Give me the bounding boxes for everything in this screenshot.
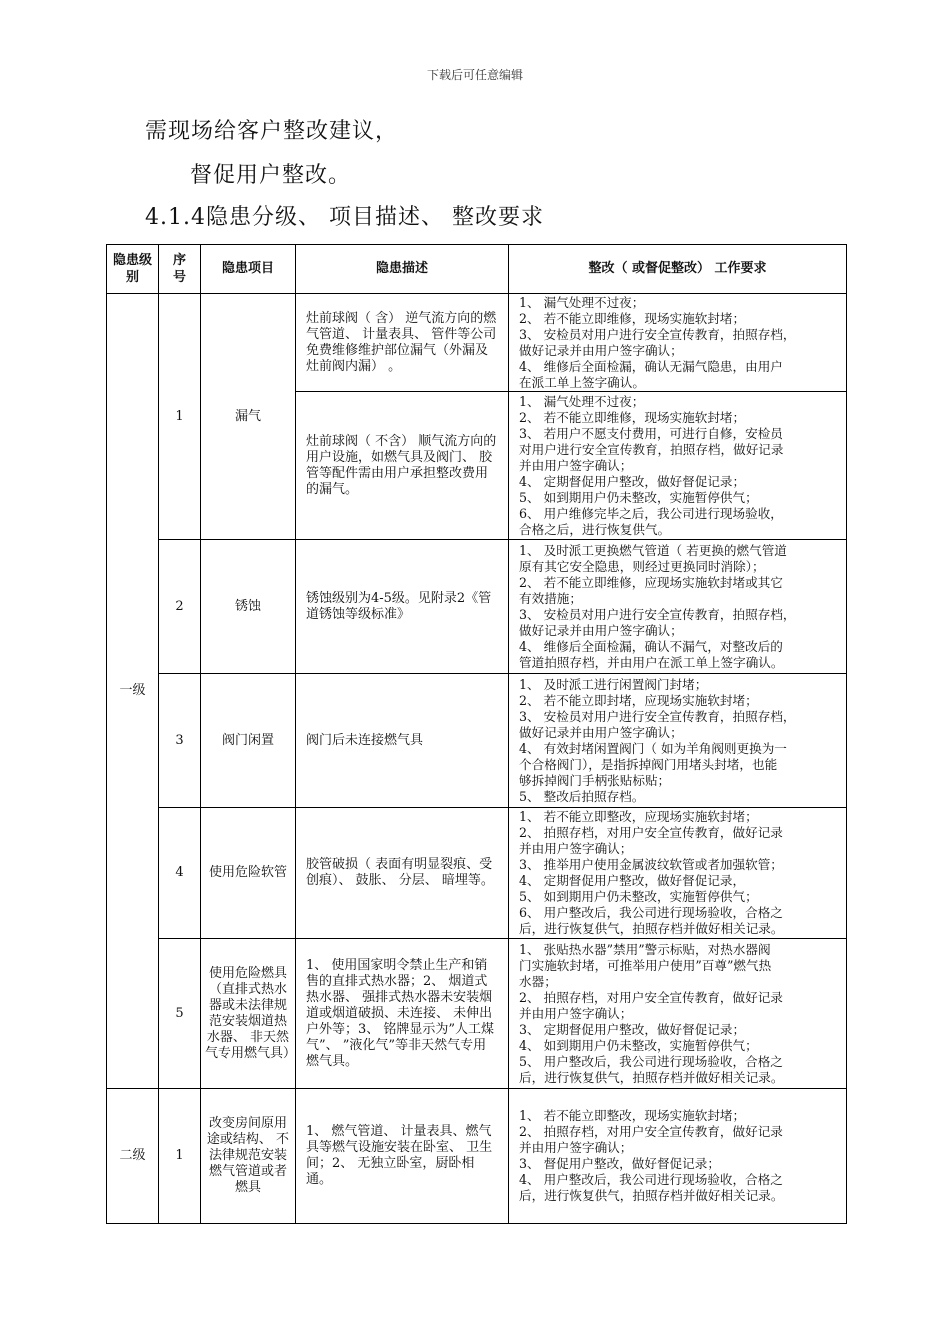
seq-cell: 5 bbox=[159, 939, 201, 1089]
req-line: 做好记录并由用户签字确认； bbox=[519, 342, 683, 358]
table-row bbox=[107, 674, 847, 808]
req-line: 3、 推举用户使用金属波纹软管或者加强软管； bbox=[519, 857, 783, 872]
req-line: 原有其它安全隐患，则经过更换同时消除）； bbox=[519, 558, 765, 574]
req-line: 2、 拍照存档，对用户安全宣传教育，做好记录 bbox=[519, 1124, 783, 1139]
req-line: 3、 安检员对用户进行安全宣传教育，拍照存档， bbox=[519, 606, 796, 622]
table-row bbox=[107, 294, 847, 392]
req-cell bbox=[509, 1089, 847, 1224]
header-seq: 序号 bbox=[159, 245, 201, 294]
req-line: 4、 维修后全面检漏，确认无漏气隐患，由用户 bbox=[519, 358, 783, 374]
desc-cell: 灶前球阀（ 不含） 顺气流方向的用户设施，如燃气具及阀门、 胶管等配件需由用户承担整改费用的漏气。 bbox=[296, 392, 509, 540]
req-line: 1、 漏气处理不过夜； bbox=[519, 393, 645, 409]
req-line: 够拆掉阀门手柄张贴标贴； bbox=[519, 772, 671, 788]
req-line: 1、 及时派工进行闲置阀门封堵； bbox=[519, 676, 708, 692]
req-line: 4、 有效封堵闲置阀门（ 如为羊角阀则更换为一 bbox=[519, 740, 787, 756]
req-line: 4、 用户整改后，我公司进行现场验收，合格之 bbox=[519, 1172, 783, 1187]
req-line: 并由用户签字确认； bbox=[519, 1140, 633, 1155]
req-line: 5、 整改后拍照存档。 bbox=[519, 788, 645, 804]
section-heading: 4.1.4隐患分级、 项目描述、 整改要求 bbox=[145, 205, 544, 230]
table-header-row bbox=[107, 245, 847, 294]
req-line: 有效措施； bbox=[519, 590, 582, 606]
req-line: 2、 若不能立即维修，现场实施软封堵； bbox=[519, 310, 746, 326]
req-line: 并由用户签字确认； bbox=[519, 1005, 633, 1021]
desc-cell: 锈蚀级别为4-5级。见附录2《管道锈蚀等级标准》 bbox=[296, 540, 509, 674]
item-cell: 改变房间原用途或结构、 不法律规范安装燃气管道或者燃具 bbox=[201, 1089, 296, 1224]
req-cell bbox=[509, 540, 847, 674]
req-line: 1、 及时派工更换燃气管道（ 若更换的燃气管道 bbox=[519, 542, 787, 558]
page-header: 下载后可任意编辑 bbox=[426, 68, 523, 82]
header-item: 隐患项目 bbox=[201, 245, 296, 294]
req-line: 在派工单上签字确认。 bbox=[519, 374, 645, 390]
hazard-table bbox=[106, 244, 847, 1224]
req-line: 2、 若不能立即维修，现场实施软封堵； bbox=[519, 409, 746, 425]
level-cell-2: 二级 bbox=[107, 1089, 159, 1224]
req-line: 5、 用户整改后，我公司进行现场验收，合格之 bbox=[519, 1053, 783, 1069]
table-row bbox=[107, 808, 847, 939]
header-req: 整改（ 或督促整改） 工作要求 bbox=[509, 245, 847, 294]
req-line: 5、 如到期用户仍未整改，实施暂停供气； bbox=[519, 489, 758, 505]
req-line: 1、 张贴热水器”禁用”警示标贴，对热水器阀 bbox=[519, 941, 771, 957]
req-line: 3、 安检员对用户进行安全宣传教育，拍照存档， bbox=[519, 326, 796, 342]
seq-cell: 1 bbox=[159, 1089, 201, 1224]
req-cell bbox=[509, 939, 847, 1089]
req-line: 2、 拍照存档，对用户安全宣传教育，做好记录 bbox=[519, 989, 783, 1005]
item-cell: 漏气 bbox=[201, 294, 296, 540]
item-cell: 阀门闲置 bbox=[201, 674, 296, 808]
req-cell bbox=[509, 392, 847, 540]
header-desc: 隐患描述 bbox=[296, 245, 509, 294]
req-cell bbox=[509, 808, 847, 939]
req-line: 1、 若不能立即整改，现场实施软封堵； bbox=[519, 1108, 746, 1123]
item-cell: 锈蚀 bbox=[201, 540, 296, 674]
item-cell: 使用危险软管 bbox=[201, 808, 296, 939]
req-line: 4、 如到期用户仍未整改，实施暂停供气； bbox=[519, 1037, 758, 1053]
req-line: 后，进行恢复供气，拍照存档并做好相关记录。 bbox=[519, 1069, 784, 1085]
desc-cell: 胶管破损（ 表面有明显裂痕、受创痕）、 鼓胀、 分层、 暗埋等。 bbox=[296, 808, 509, 939]
desc-cell: 灶前球阀（ 含） 逆气流方向的燃气管道、 计量表具、 管件等公司免费维修维护部位漏气（外漏及灶前阀内漏） 。 bbox=[296, 294, 509, 392]
req-line: 5、 如到期用户仍未整改，实施暂停供气； bbox=[519, 889, 758, 904]
req-line: 2、 若不能立即封堵，应现场实施软封堵； bbox=[519, 692, 758, 708]
req-line: 3、 安检员对用户进行安全宣传教育，拍照存档， bbox=[519, 708, 796, 724]
req-line: 合格之后，进行恢复供气。 bbox=[519, 521, 671, 537]
table-row bbox=[107, 939, 847, 1089]
req-line: 对用户进行安全宣传教育，拍照存档，做好记录 bbox=[519, 441, 784, 457]
req-line: 6、 用户整改后，我公司进行现场验收，合格之 bbox=[519, 905, 783, 920]
intro-line-2: 督促用户整改。 bbox=[190, 163, 352, 188]
table-row bbox=[107, 540, 847, 674]
desc-cell: 1、 使用国家明令禁止生产和销售的直排式热水器；2、 烟道式热水器、 强排式热水器未安装烟道或烟道破损、未连接、 未伸出户外等；3、 铭牌显示为”人工煤气”、 ”液化气”等非天然气专用燃气具。 bbox=[296, 939, 509, 1089]
req-line: 做好记录并由用户签字确认； bbox=[519, 724, 683, 740]
req-line: 6、 用户维修完毕之后，我公司进行现场验收， bbox=[519, 505, 783, 521]
req-line: 门实施软封堵，可推举用户使用”百尊”燃气热 bbox=[519, 957, 772, 973]
req-line: 4、 定期督促用户整改，做好督促记录； bbox=[519, 473, 746, 489]
req-line: 3、 定期督促用户整改，做好督促记录； bbox=[519, 1021, 746, 1037]
req-line: 4、 维修后全面检漏，确认不漏气，对整改后的 bbox=[519, 638, 783, 654]
desc-cell: 1、 燃气管道、 计量表具、燃气具等燃气设施安装在卧室、 卫生间；2、 无独立卧室，厨卧相通。 bbox=[296, 1089, 509, 1224]
req-line: 并由用户签字确认； bbox=[519, 457, 633, 473]
header-level: 隐患级别 bbox=[107, 245, 159, 294]
req-line: 个合格阀门），是指拆掉阀门用堵头封堵，也能 bbox=[519, 756, 778, 772]
table-row bbox=[107, 1089, 847, 1224]
seq-cell: 1 bbox=[159, 294, 201, 540]
req-line: 3、 若用户不愿支付费用，可进行自修，安检员 bbox=[519, 425, 783, 441]
req-line: 并由用户签字确认； bbox=[519, 841, 633, 856]
req-line: 3、 督促用户整改，做好督促记录； bbox=[519, 1156, 720, 1171]
req-line: 2、 拍照存档，对用户安全宣传教育，做好记录 bbox=[519, 825, 783, 840]
req-line: 后，进行恢复供气，拍照存档并做好相关记录。 bbox=[519, 1188, 784, 1203]
req-line: 管道拍照存档，并由用户在派工单上签字确认。 bbox=[519, 654, 784, 670]
item-cell: 使用危险燃具（直排式热水器或未法律规范安装烟道热水器、 非天然气专用燃气具） bbox=[201, 939, 296, 1089]
req-line: 1、 漏气处理不过夜； bbox=[519, 294, 645, 310]
seq-cell: 4 bbox=[159, 808, 201, 939]
intro-line-1: 需现场给客户整改建议， bbox=[145, 119, 399, 144]
seq-cell: 2 bbox=[159, 540, 201, 674]
req-line: 后，进行恢复供气，拍照存档并做好相关记录。 bbox=[519, 921, 784, 936]
req-line: 水器； bbox=[519, 973, 557, 989]
seq-cell: 3 bbox=[159, 674, 201, 808]
req-cell bbox=[509, 674, 847, 808]
req-line: 做好记录并由用户签字确认； bbox=[519, 622, 683, 638]
req-line: 1、 若不能立即整改，应现场实施软封堵； bbox=[519, 809, 758, 824]
level-cell-1: 一级 bbox=[107, 294, 159, 1089]
req-cell bbox=[509, 294, 847, 392]
req-line: 2、 若不能立即维修，应现场实施软封堵或其它 bbox=[519, 574, 783, 590]
desc-cell: 阀门后未连接燃气具 bbox=[296, 674, 509, 808]
req-line: 4、 定期督促用户整改，做好督促记录， bbox=[519, 873, 746, 888]
